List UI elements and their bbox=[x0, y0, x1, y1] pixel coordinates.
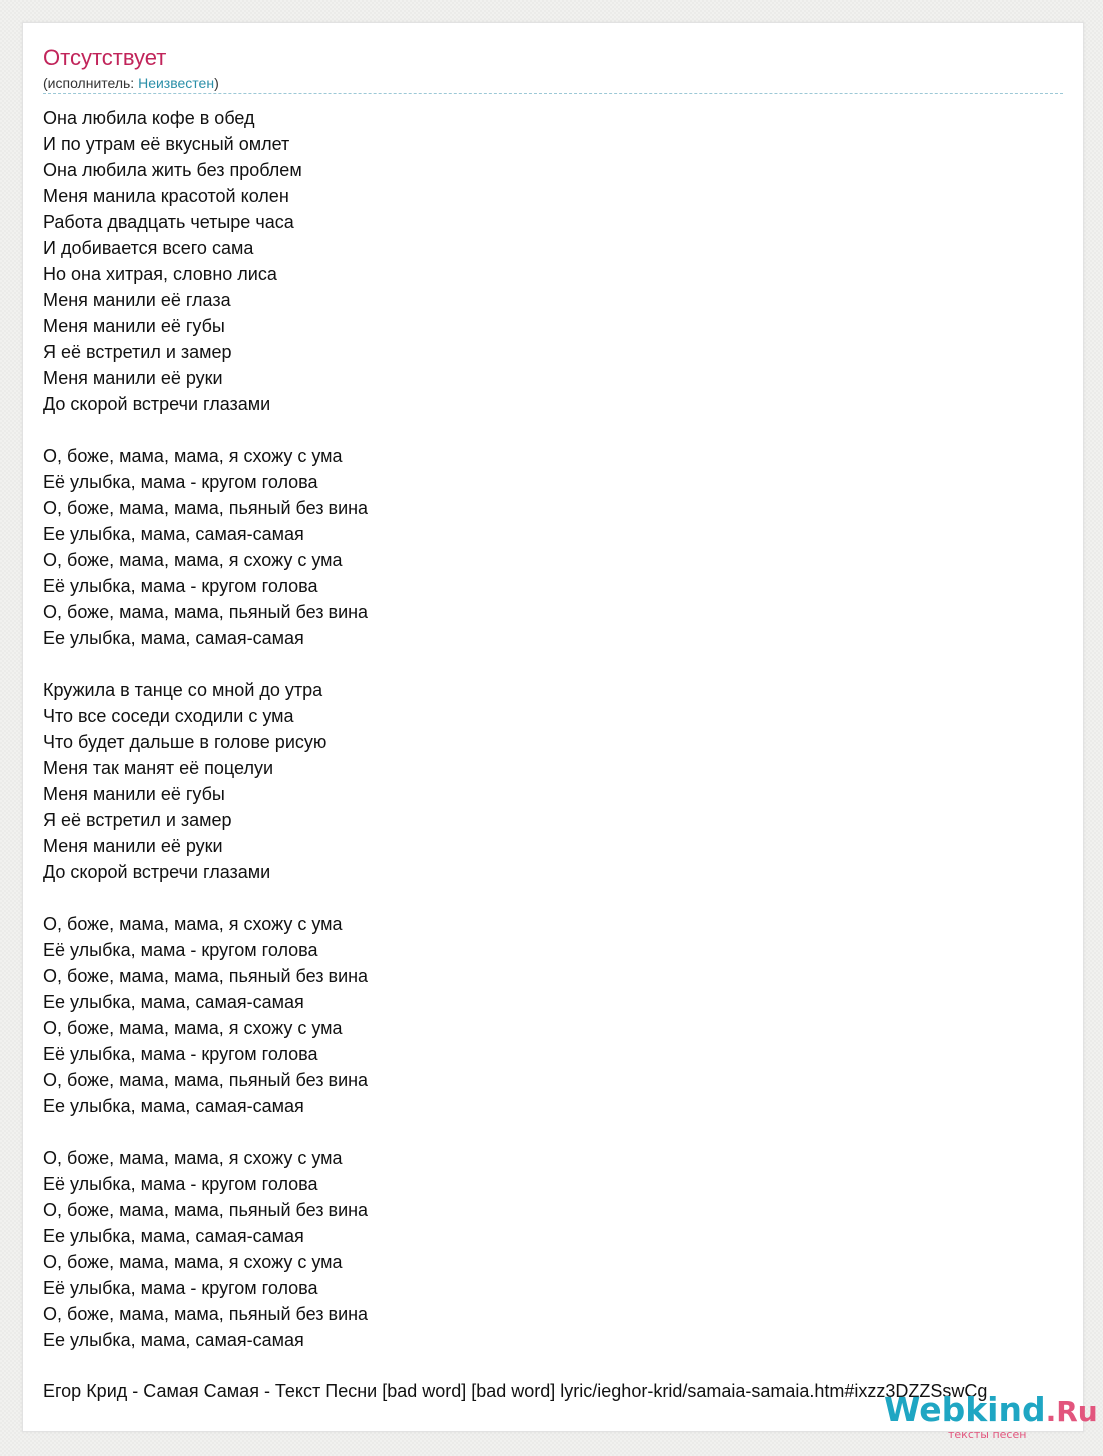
lyric-line: Меня манили её руки bbox=[43, 368, 223, 388]
lyric-line: Ее улыбка, мама, самая-самая bbox=[43, 1330, 304, 1350]
lyric-line: Она любила кофе в обед bbox=[43, 108, 255, 128]
stanza-break bbox=[43, 1119, 1083, 1145]
source-line: Егор Крид - Самая Самая - Текст Песни [bad word] [bad word] lyric/ieghor-krid/samaia-samaia.htm#ixzz3DZZSswCg bbox=[43, 1381, 988, 1401]
song-title: Отсутствует bbox=[43, 45, 167, 70]
lyric-line: Ее улыбка, мама, самая-самая bbox=[43, 524, 304, 544]
lyric-line: Её улыбка, мама - кругом голова bbox=[43, 1278, 318, 1298]
lyrics-card bbox=[22, 22, 1084, 1432]
lyric-line: Работа двадцать четыре часа bbox=[43, 212, 294, 232]
stanza-break bbox=[43, 885, 1083, 911]
lyric-line: Её улыбка, мама - кругом голова bbox=[43, 1174, 318, 1194]
lyric-line: О, боже, мама, мама, пьяный без вина bbox=[43, 1070, 369, 1090]
artist-suffix: ) bbox=[214, 75, 219, 91]
lyric-line: О, боже, мама, мама, я схожу с ума bbox=[43, 914, 343, 934]
lyric-line: Ее улыбка, мама, самая-самая bbox=[43, 1226, 304, 1246]
lyric-line: Её улыбка, мама - кругом голова bbox=[43, 472, 318, 492]
lyric-line: Меня манили её губы bbox=[43, 784, 225, 804]
lyric-line: Её улыбка, мама - кругом голова bbox=[43, 940, 318, 960]
lyric-line: И по утрам её вкусный омлет bbox=[43, 134, 290, 154]
lyric-line: О, боже, мама, мама, я схожу с ума bbox=[43, 1148, 343, 1168]
lyric-line: Меня манили её глаза bbox=[43, 290, 231, 310]
logo-wordmark bbox=[884, 1390, 1098, 1432]
lyric-line: О, боже, мама, мама, пьяный без вина bbox=[43, 602, 369, 622]
stanza-break bbox=[43, 651, 1083, 677]
lyric-line: О, боже, мама, мама, пьяный без вина bbox=[43, 1304, 369, 1324]
artist-line bbox=[43, 73, 219, 93]
webkind-logo bbox=[884, 1390, 1098, 1446]
lyric-line: Я её встретил и замер bbox=[43, 810, 232, 830]
lyric-line: О, боже, мама, мама, я схожу с ума bbox=[43, 550, 343, 570]
logo-tld: .Ru bbox=[1045, 1395, 1098, 1428]
lyric-line: О, боже, мама, мама, пьяный без вина bbox=[43, 498, 369, 518]
lyric-line: До скорой встречи глазами bbox=[43, 862, 271, 882]
title-separator bbox=[43, 93, 1063, 94]
lyric-line: О, боже, мама, мама, я схожу с ума bbox=[43, 1018, 343, 1038]
lyric-line: Меня манили её губы bbox=[43, 316, 225, 336]
lyric-line: Её улыбка, мама - кругом голова bbox=[43, 1044, 318, 1064]
lyric-line: Кружила в танце со мной до утра bbox=[43, 680, 323, 700]
lyric-line: Ее улыбка, мама, самая-самая bbox=[43, 992, 304, 1012]
lyric-line: Ее улыбка, мама, самая-самая bbox=[43, 1096, 304, 1116]
lyric-line: Но она хитрая, словно лиса bbox=[43, 264, 277, 284]
lyric-line: Я её встретил и замер bbox=[43, 342, 232, 362]
lyric-line: Что все соседи сходили с ума bbox=[43, 706, 294, 726]
lyric-line: О, боже, мама, мама, я схожу с ума bbox=[43, 446, 343, 466]
lyric-line: Меня так манят её поцелуи bbox=[43, 758, 274, 778]
lyric-line: Меня манила красотой колен bbox=[43, 186, 289, 206]
lyric-line: Меня манили её руки bbox=[43, 836, 223, 856]
lyric-line: И добивается всего сама bbox=[43, 238, 254, 258]
lyric-line: О, боже, мама, мама, пьяный без вина bbox=[43, 1200, 369, 1220]
lyric-line: До скорой встречи глазами bbox=[43, 394, 271, 414]
logo-tagline: тексты песен bbox=[948, 1428, 1027, 1441]
artist-prefix: (исполнитель: bbox=[43, 75, 139, 91]
stanza-break bbox=[43, 417, 1083, 443]
lyric-line: Ее улыбка, мама, самая-самая bbox=[43, 628, 304, 648]
logo-brand: Webkind bbox=[884, 1390, 1046, 1429]
lyric-line: О, боже, мама, мама, пьяный без вина bbox=[43, 966, 369, 986]
lyric-line: Её улыбка, мама - кругом голова bbox=[43, 576, 318, 596]
lyric-line: Что будет дальше в голове рисую bbox=[43, 732, 327, 752]
lyric-line: О, боже, мама, мама, я схожу с ума bbox=[43, 1252, 343, 1272]
lyrics-body bbox=[43, 105, 1083, 1353]
lyric-line: Она любила жить без проблем bbox=[43, 160, 302, 180]
artist-link[interactable]: Неизвестен bbox=[138, 75, 215, 91]
